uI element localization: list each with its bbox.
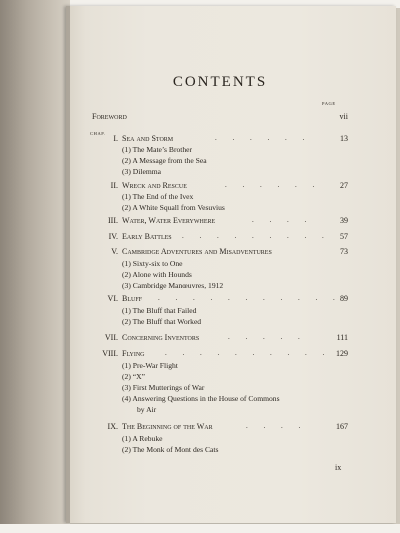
background-bottom	[0, 524, 400, 533]
subsection: (2) Alone with Hounds	[122, 270, 192, 279]
subsection: (1) A Rebuke	[122, 434, 163, 443]
subsection: (1) Pre-War Flight	[122, 361, 178, 370]
chapter-page: 167	[336, 422, 348, 431]
subsection: (2) A White Squall from Vesuvius	[122, 203, 225, 212]
subsection: (4) Answering Questions in the House of Commons	[122, 394, 280, 403]
toc-entry-chapter	[0, 216, 400, 228]
chapter-title: Bluff	[122, 294, 143, 303]
dot-leader: . . . . . .	[215, 134, 312, 142]
contents-title: CONTENTS	[172, 74, 268, 90]
subsection: (3) Cambridge Manœuvres, 1912	[122, 281, 224, 290]
chapter-number: V.	[111, 247, 118, 256]
subsection: (1) The End of the Ivex	[122, 192, 194, 201]
chapter-number: I.	[113, 134, 118, 143]
dot-leader: . . . . . . . . .	[182, 232, 331, 240]
dot-leader: . . . . .	[228, 333, 307, 341]
dot-leader: . . . . . .	[225, 181, 322, 189]
chapter-number: VI.	[107, 294, 118, 303]
chapter-page: 13	[340, 134, 348, 143]
chapter-page: 27	[340, 181, 348, 190]
foreword-page: vii	[339, 112, 348, 121]
toc-entry-chapter	[0, 232, 400, 244]
page-column-label: PAGE	[322, 101, 336, 106]
chapter-column-label: CHAP.	[90, 131, 106, 136]
chapter-number: VII.	[104, 333, 118, 342]
chapter-title: Wreck and Rescue	[122, 181, 187, 190]
subsection: (1) The Bluff that Failed	[122, 306, 197, 315]
subsection: (2) The Bluff that Worked	[122, 317, 202, 326]
chapter-number: IV.	[108, 232, 118, 241]
subsection-continuation: by Air	[137, 405, 157, 414]
dot-leader: . . . .	[246, 422, 308, 430]
chapter-page: 89	[340, 294, 348, 303]
subsection: (3) First Mutterings of War	[122, 383, 205, 392]
chapter-page: 111	[336, 333, 348, 342]
subsection: (1) The Mate’s Brother	[122, 145, 193, 154]
chapter-number: IX.	[107, 422, 118, 431]
toc-entry-chapter	[0, 422, 400, 434]
chapter-page: 39	[340, 216, 348, 225]
chapter-title: Sea and Storm	[122, 134, 174, 143]
chapter-title: Early Battles	[122, 232, 172, 241]
chapter-title: Cambridge Adventures and Misadventures	[122, 247, 272, 256]
chapter-page: 57	[340, 232, 348, 241]
chapter-page: 129	[336, 349, 348, 358]
chapter-title: Concerning Inventors	[122, 333, 200, 342]
dot-leader: . . . . . . . . . . .	[158, 294, 342, 302]
chapter-page: 73	[340, 247, 348, 256]
subsection: (2) The Monk of Mont des Cats	[122, 445, 219, 454]
toc-entry-chapter	[0, 349, 400, 361]
foreword-title: Foreword	[92, 112, 127, 121]
chapter-title: Flying	[122, 349, 145, 358]
toc-entry-chapter	[0, 181, 400, 193]
dot-leader: . . . . . . . . . .	[165, 349, 332, 357]
page-folio: ix	[335, 463, 342, 472]
chapter-title: The Beginning of the War	[122, 422, 213, 431]
toc-entry-chapter	[0, 247, 400, 259]
chapter-number: III.	[108, 216, 118, 225]
toc-entry-chapter	[0, 134, 400, 146]
subsection: (2) A Message from the Sea	[122, 156, 207, 165]
toc-entry-chapter	[0, 294, 400, 306]
dot-leader: . . . .	[252, 216, 314, 224]
chapter-number: II.	[110, 181, 118, 190]
subsection: (2) “X”	[122, 372, 145, 381]
foreword-entry	[0, 112, 400, 124]
subsection: (3) Dilemma	[122, 167, 162, 176]
chapter-title: Water, Water Everywhere	[122, 216, 216, 225]
toc-entry-chapter	[0, 333, 400, 345]
chapter-number: VIII.	[102, 349, 118, 358]
subsection: (1) Sixty-six to One	[122, 259, 183, 268]
